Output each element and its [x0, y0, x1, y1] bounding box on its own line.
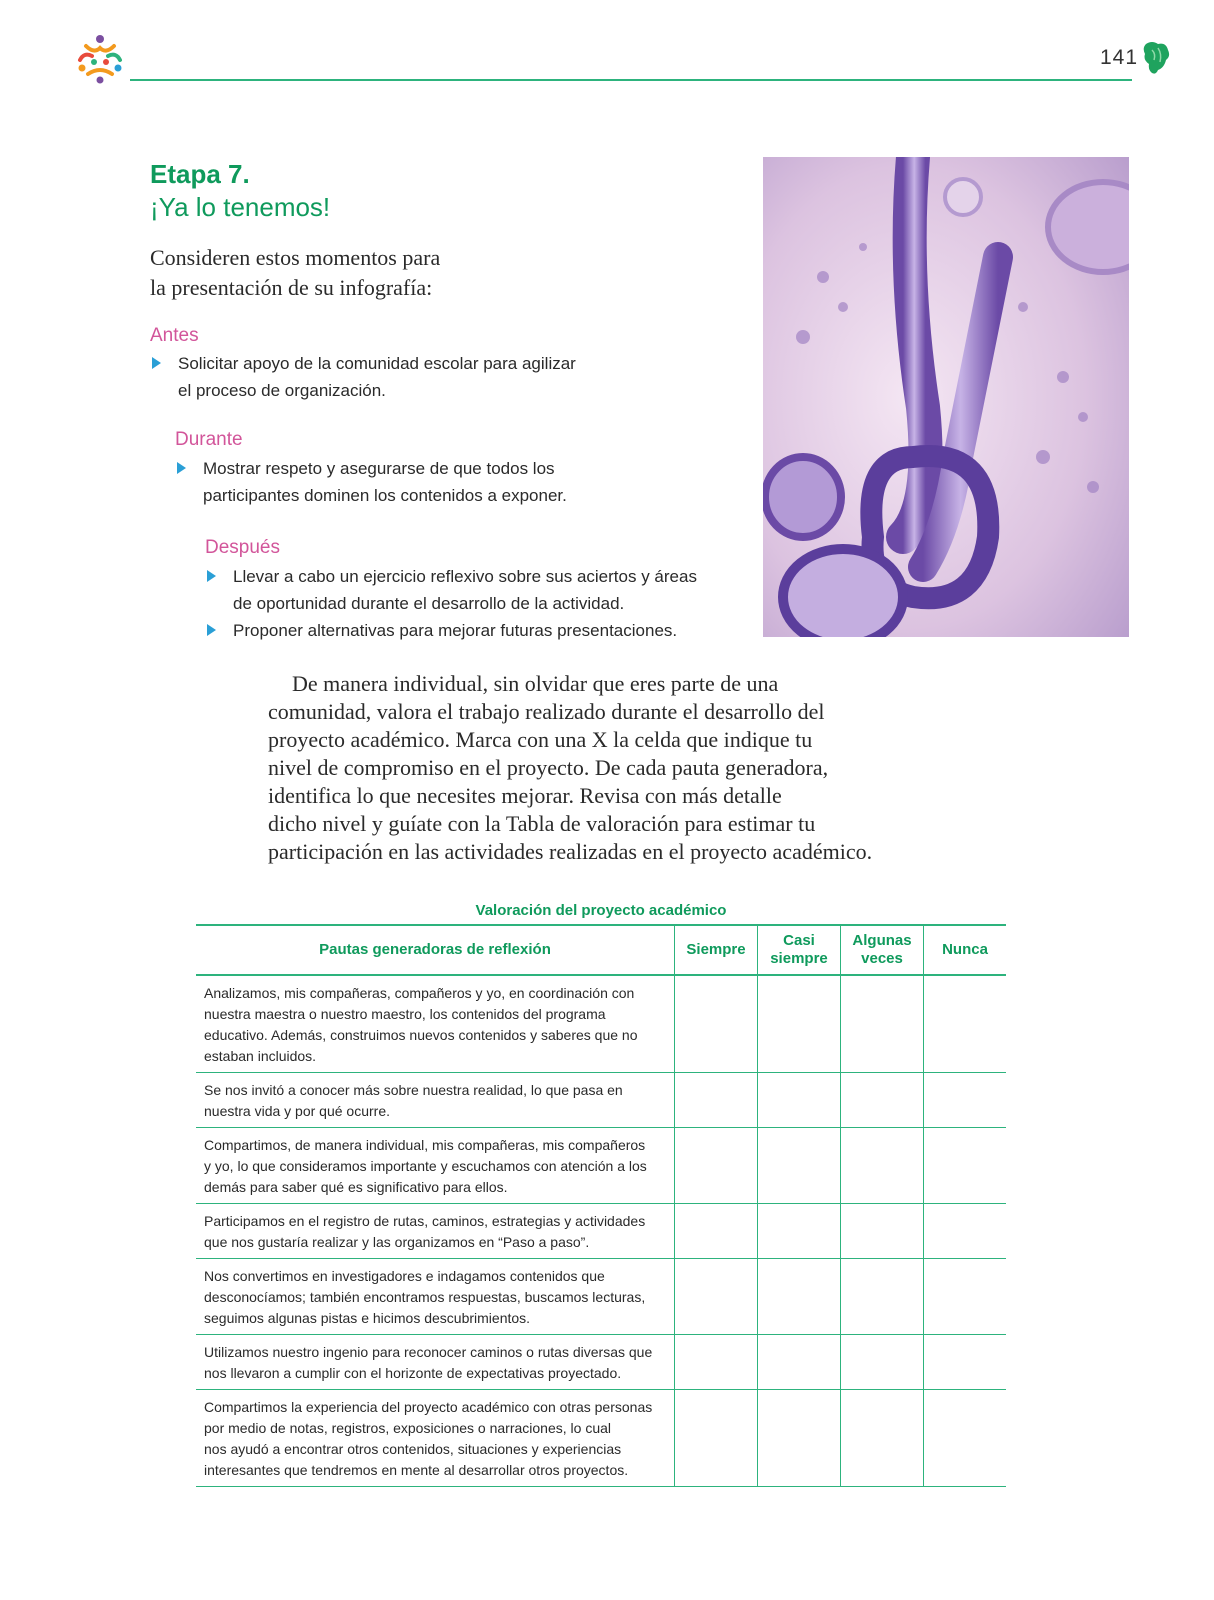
moment-title-despues: Después [205, 537, 280, 558]
intro-text [150, 243, 510, 303]
mark-cell-nunca[interactable] [924, 975, 1007, 1073]
pauta-cell: Analizamos, mis compañeras, compañeros y yo, en coordinación con nuestra maestra o nuestro maestro, los contenidos del programa educativo. Además, construimos nuevos contenidos y saberes que no estaban incluidos. [196, 975, 675, 1073]
antes-list [150, 350, 576, 404]
valuation-table [196, 924, 1006, 1487]
mark-cell-algunas-veces[interactable] [841, 1073, 924, 1128]
col-header-algunas-veces: Algunas veces [841, 925, 924, 975]
instructions-paragraph: De manera individual, sin olvidar que eres parte de una comunidad, valora el trabajo realizado durante el desarrollo del proyecto académico. Marca con una X la celda que indique tu nivel de compromiso en el proyecto. De cada pauta generadora, identifica lo que necesites mejorar. Revisa con más detalle dicho nivel y guíate con la Tabla de valoración para estimar tu participación en las actividades realizadas en el proyecto académico. [268, 671, 873, 864]
mark-cell-algunas-veces[interactable] [841, 1128, 924, 1204]
mark-cell-casi-siempre[interactable] [758, 1204, 841, 1259]
mark-cell-nunca[interactable] [924, 1204, 1007, 1259]
pauta-cell: Se nos invitó a conocer más sobre nuestra realidad, lo que pasa en nuestra vida y por qué ocurre. [196, 1073, 675, 1128]
mark-cell-casi-siempre[interactable] [758, 1390, 841, 1487]
despues-list [205, 563, 697, 644]
durante-list [175, 455, 567, 509]
pauta-cell: Utilizamos nuestro ingenio para reconocer caminos o rutas diversas que nos llevaron a cumplir con el horizonte de expectativas proyectado. [196, 1335, 675, 1390]
stage-subtitle: ¡Ya lo tenemos! [150, 192, 331, 222]
pauta-cell: Participamos en el registro de rutas, caminos, estrategias y actividades que nos gustaría realizar y las organizamos en “Paso a paso”. [196, 1204, 675, 1259]
virus-micrograph-image [763, 157, 1129, 637]
table-title: Valoración del proyecto académico [475, 902, 727, 919]
intro-line: la presentación de su infografía: [150, 275, 433, 300]
mark-cell-algunas-veces[interactable] [841, 1204, 924, 1259]
mark-cell-siempre[interactable] [675, 1128, 758, 1204]
pauta-cell: Nos convertimos en investigadores e indagamos contenidos que desconocíamos; también encontramos respuestas, buscamos lecturas, seguimos algunas pistas e hicimos descubrimientos. [196, 1259, 675, 1335]
header-rule [130, 79, 1132, 81]
bullet-triangle-icon [177, 462, 186, 474]
mark-cell-algunas-veces[interactable] [841, 1259, 924, 1335]
mark-cell-casi-siempre[interactable] [758, 1073, 841, 1128]
mark-cell-nunca[interactable] [924, 1073, 1007, 1128]
col-header-casi-siempre: Casi siempre [758, 925, 841, 975]
table-header-row [196, 925, 1006, 975]
table-row [196, 1335, 1006, 1390]
stage-label: Etapa 7. [150, 159, 250, 189]
mark-cell-nunca[interactable] [924, 1335, 1007, 1390]
mark-cell-nunca[interactable] [924, 1259, 1007, 1335]
col-header-pautas: Pautas generadoras de reflexión [196, 925, 675, 975]
col-header-siempre: Siempre [675, 925, 758, 975]
mark-cell-algunas-veces[interactable] [841, 1390, 924, 1487]
mark-cell-siempre[interactable] [675, 975, 758, 1073]
table-row [196, 1259, 1006, 1335]
section-heading [150, 158, 330, 224]
moment-title-antes: Antes [150, 325, 199, 346]
green-map-icon [1140, 40, 1172, 76]
mark-cell-casi-siempre[interactable] [758, 1259, 841, 1335]
mark-cell-siempre[interactable] [675, 1204, 758, 1259]
list-item: Proponer alternativas para mejorar futuras presentaciones. [205, 617, 697, 644]
community-circle-logo-icon [72, 32, 128, 84]
page-number: 141 [1100, 46, 1139, 69]
bullet-triangle-icon [207, 570, 216, 582]
mark-cell-casi-siempre[interactable] [758, 975, 841, 1073]
list-item: Mostrar respeto y asegurarse de que todos los participantes dominen los contenidos a exponer. [175, 455, 567, 509]
list-item: Llevar a cabo un ejercicio reflexivo sobre sus aciertos y áreas de oportunidad durante el desarrollo de la actividad. [205, 563, 697, 617]
mark-cell-nunca[interactable] [924, 1128, 1007, 1204]
mark-cell-siempre[interactable] [675, 1259, 758, 1335]
bullet-triangle-icon [207, 624, 216, 636]
pauta-cell: Compartimos la experiencia del proyecto académico con otras personas por medio de notas, registros, exposiciones o narraciones, lo cual nos ayudó a encontrar otros contenidos, situaciones y experiencias interesantes que tendremos en mente al desarrollar otros proyectos. [196, 1390, 675, 1487]
table-row [196, 1390, 1006, 1487]
table-row [196, 1128, 1006, 1204]
mark-cell-nunca[interactable] [924, 1390, 1007, 1487]
mark-cell-casi-siempre[interactable] [758, 1128, 841, 1204]
table-row [196, 1204, 1006, 1259]
bullet-triangle-icon [152, 357, 161, 369]
mark-cell-siempre[interactable] [675, 1390, 758, 1487]
mark-cell-siempre[interactable] [675, 1335, 758, 1390]
list-item: Solicitar apoyo de la comunidad escolar para agilizar el proceso de organización. [150, 350, 576, 404]
table-row [196, 1073, 1006, 1128]
mark-cell-algunas-veces[interactable] [841, 975, 924, 1073]
mark-cell-algunas-veces[interactable] [841, 1335, 924, 1390]
table-row [196, 975, 1006, 1073]
moment-title-durante: Durante [175, 429, 243, 450]
mark-cell-siempre[interactable] [675, 1073, 758, 1128]
mark-cell-casi-siempre[interactable] [758, 1335, 841, 1390]
pauta-cell: Compartimos, de manera individual, mis compañeras, mis compañeros y yo, lo que consideramos importante y escuchamos con atención a los demás para saber qué es significativo para ellos. [196, 1128, 675, 1204]
intro-line: Consideren estos momentos para [150, 245, 441, 270]
col-header-nunca: Nunca [924, 925, 1007, 975]
